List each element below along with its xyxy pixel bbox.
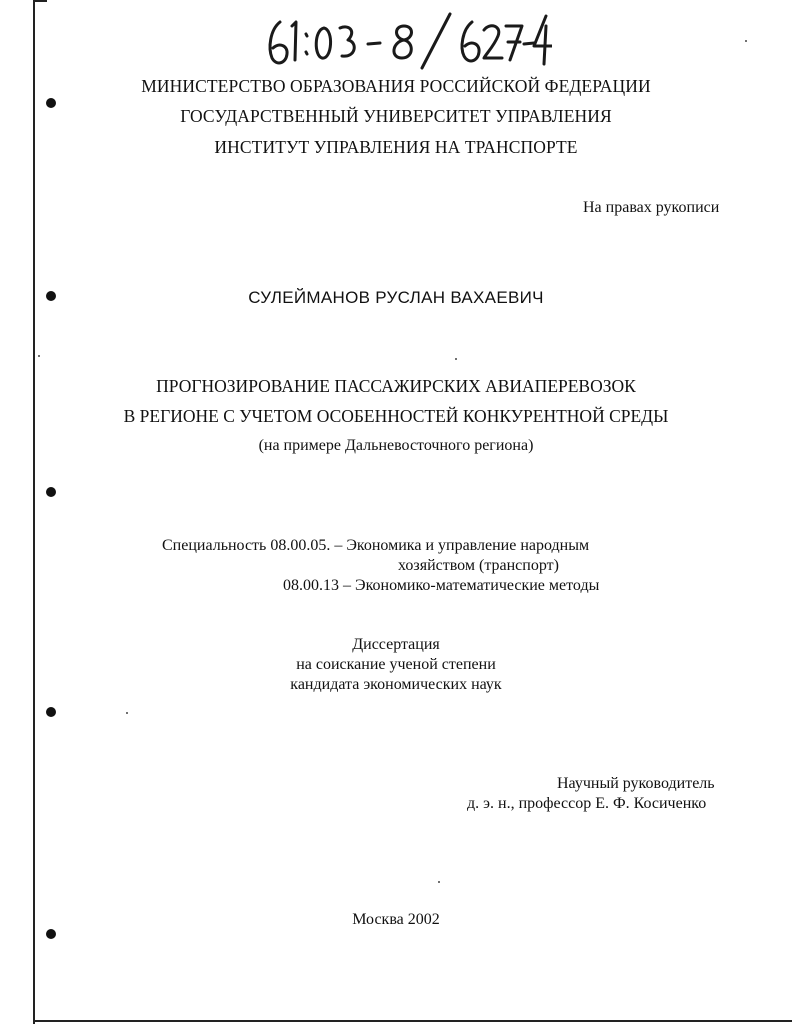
title-subtitle: (на примере Дальневосточного региона) xyxy=(258,437,534,454)
ministry-name: МИНИСТЕРСТВО ОБРАЗОВАНИЯ РОССИЙСКОЙ ФЕДЕРАЦИИ xyxy=(141,76,651,96)
dissertation-line-2: на соискание ученой степени xyxy=(296,656,496,673)
dissertation-line-3: кандидата экономических наук xyxy=(290,676,502,693)
institute-name: ИНСТИТУТ УПРАВЛЕНИЯ НА ТРАНСПОРТЕ xyxy=(214,137,578,157)
place-year: Москва 2002 xyxy=(352,911,440,928)
binder-hole-5 xyxy=(46,929,56,939)
scan-speck xyxy=(38,355,40,357)
scan-edge-top xyxy=(33,0,47,2)
handwriting-graphic xyxy=(262,8,552,70)
specialty-line-3: 08.00.13 – Экономико-математические методы xyxy=(283,577,600,594)
supervisor-name: д. э. н., профессор Е. Ф. Косиченко xyxy=(467,795,707,812)
scan-speck xyxy=(745,40,747,42)
dissertation-line-1: Диссертация xyxy=(352,636,440,653)
university-name: ГОСУДАРСТВЕННЫЙ УНИВЕРСИТЕТ УПРАВЛЕНИЯ xyxy=(180,106,612,126)
specialty-line-1: Специальность 08.00.05. – Экономика и управление народным xyxy=(162,537,590,554)
scan-speck xyxy=(126,712,128,714)
title-line-1: ПРОГНОЗИРОВАНИЕ ПАССАЖИРСКИХ АВИАПЕРЕВОЗОК xyxy=(156,376,636,396)
scan-speck xyxy=(438,881,440,883)
scan-edge-bottom xyxy=(33,1020,792,1022)
binder-hole-4 xyxy=(46,707,56,717)
specialty-line-2: хозяйством (транспорт) xyxy=(398,557,559,574)
title-line-2: В РЕГИОНЕ С УЧЕТОМ ОСОБЕННОСТЕЙ КОНКУРЕНТНОЙ СРЕДЫ xyxy=(123,406,669,426)
scan-speck xyxy=(455,358,457,360)
archive-code-handwritten xyxy=(262,8,552,70)
supervisor-label: Научный руководитель xyxy=(557,775,715,792)
manuscript-note: На правах рукописи xyxy=(583,199,720,216)
binder-hole-3 xyxy=(46,487,56,497)
author-name: СУЛЕЙМАНОВ РУСЛАН ВАХАЕВИЧ xyxy=(248,288,544,307)
